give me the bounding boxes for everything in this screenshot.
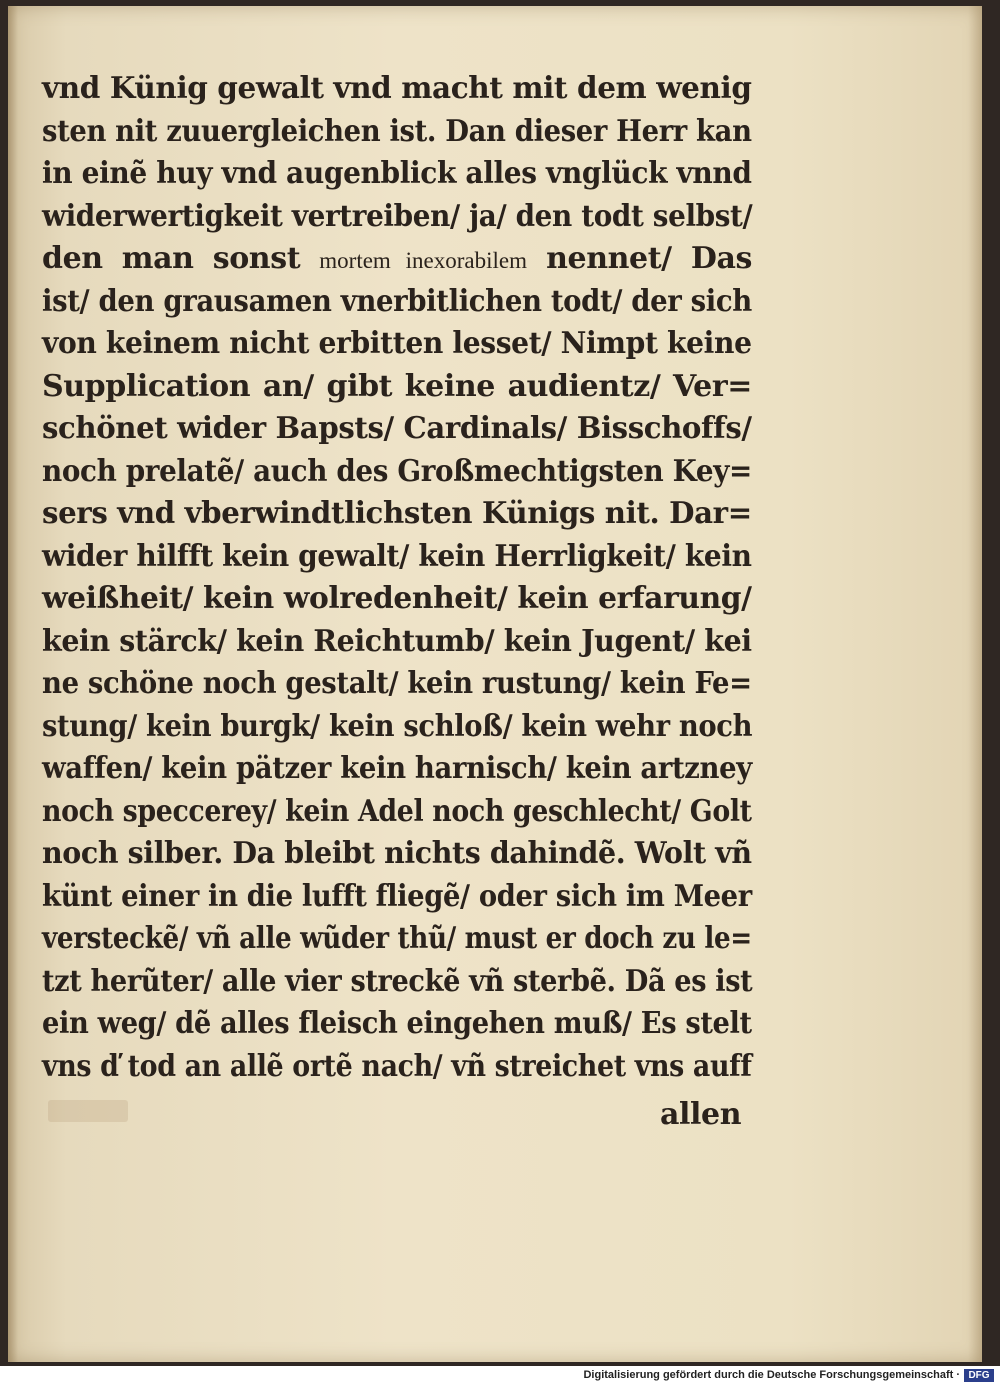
funding-credit: Digitalisierung gefördert durch die Deutsche Forschungsgemeinschaft · <box>583 1369 960 1381</box>
text-line <box>42 238 752 281</box>
text-line <box>42 451 752 494</box>
text-line <box>42 281 752 324</box>
line-text: ein weg/ dẽ alles fleisch eingehen muß/ Es stelt <box>42 1006 752 1041</box>
text-line <box>42 876 752 919</box>
text-line <box>42 323 752 366</box>
line-text: in einẽ huy vnd augenblick alles vnglück vnnd <box>42 156 752 191</box>
latin-phrase: mortem inexorabilem <box>319 248 527 273</box>
line-text: wider hilfft kein gewalt/ kein Herrligkeit/ kein <box>42 538 752 574</box>
text-line <box>42 833 752 876</box>
catchword: allen <box>660 1097 742 1132</box>
line-text: tzt herũter/ alle vier streckẽ vñ sterbẽ. Dã es ist <box>42 963 753 999</box>
line-text: noch silber. Da bleibt nichts dahindẽ. Wolt vñ <box>42 836 752 871</box>
text-line <box>42 918 752 961</box>
text-line <box>42 366 752 409</box>
line-text: sers vnd vberwindtlichsten Künigs nit. Dar= <box>42 496 752 531</box>
text-line <box>42 493 752 536</box>
line-text: noch speccerey/ kein Adel noch geschlecht/ Golt <box>42 793 752 829</box>
line-text: noch prelatẽ/ auch des Großmechtigsten Key= <box>42 453 752 489</box>
line-text: waffen/ kein pätzer kein harnisch/ kein artzney <box>42 751 752 786</box>
page-edge-shadow <box>968 6 982 1362</box>
line-text: versteckẽ/ vñ alle wũder thũ/ must er doch zu le= <box>42 921 752 956</box>
line-text: weißheit/ kein wolredenheit/ kein erfarung/ <box>42 581 752 616</box>
line-text: widerwertigkeit vertreiben/ ja/ den todt selbst/ <box>42 198 753 234</box>
line-text: schönet wider Bapsts/ Cardinals/ Bisschoffs/ <box>42 411 752 446</box>
line-text: den man sonst <box>42 241 320 276</box>
text-line <box>42 621 752 664</box>
line-text: nennet/ Das <box>527 241 753 276</box>
line-text: vns ď tod an allẽ ortẽ nach/ vñ streichet vns auff <box>42 1048 752 1084</box>
blackletter-text-block <box>42 68 752 1088</box>
text-line <box>42 153 752 196</box>
text-line <box>42 111 752 154</box>
text-line <box>42 706 752 749</box>
line-text: künt einer in die lufft fliegẽ/ oder sich im Meer <box>42 878 752 914</box>
text-line <box>42 536 752 579</box>
footer-bar <box>0 1366 1000 1386</box>
text-line <box>42 408 752 451</box>
text-line <box>42 748 752 791</box>
text-line <box>42 196 752 239</box>
line-text: von keinem nicht erbitten lesset/ Nimpt keine <box>42 326 752 361</box>
line-text: Supplication an/ gibt keine audientz/ Ver= <box>42 368 752 404</box>
text-line <box>42 1046 752 1089</box>
text-line <box>42 791 752 834</box>
ink-offset-mark <box>48 1100 128 1122</box>
text-line <box>42 1003 752 1046</box>
text-line <box>42 68 752 111</box>
line-text: ne schöne noch gestalt/ kein rustung/ kein Fe= <box>42 666 752 701</box>
line-text: kein stärck/ kein Reichtumb/ kein Jugent/ kei <box>42 623 752 659</box>
line-text: ist/ den grausamen vnerbitlichen todt/ der sich <box>42 283 752 319</box>
page-gutter-shadow <box>8 6 18 1362</box>
dfg-logo: DFG <box>964 1369 994 1382</box>
text-line <box>42 961 752 1004</box>
text-line <box>42 578 752 621</box>
line-text: vnd Künig gewalt vnd macht mit dem wenig <box>42 71 752 106</box>
text-line <box>42 663 752 706</box>
line-text: stung/ kein burgk/ kein schloß/ kein wehr noch <box>42 708 753 744</box>
line-text: sten nit zuuergleichen ist. Dan dieser Herr kan <box>42 113 752 149</box>
